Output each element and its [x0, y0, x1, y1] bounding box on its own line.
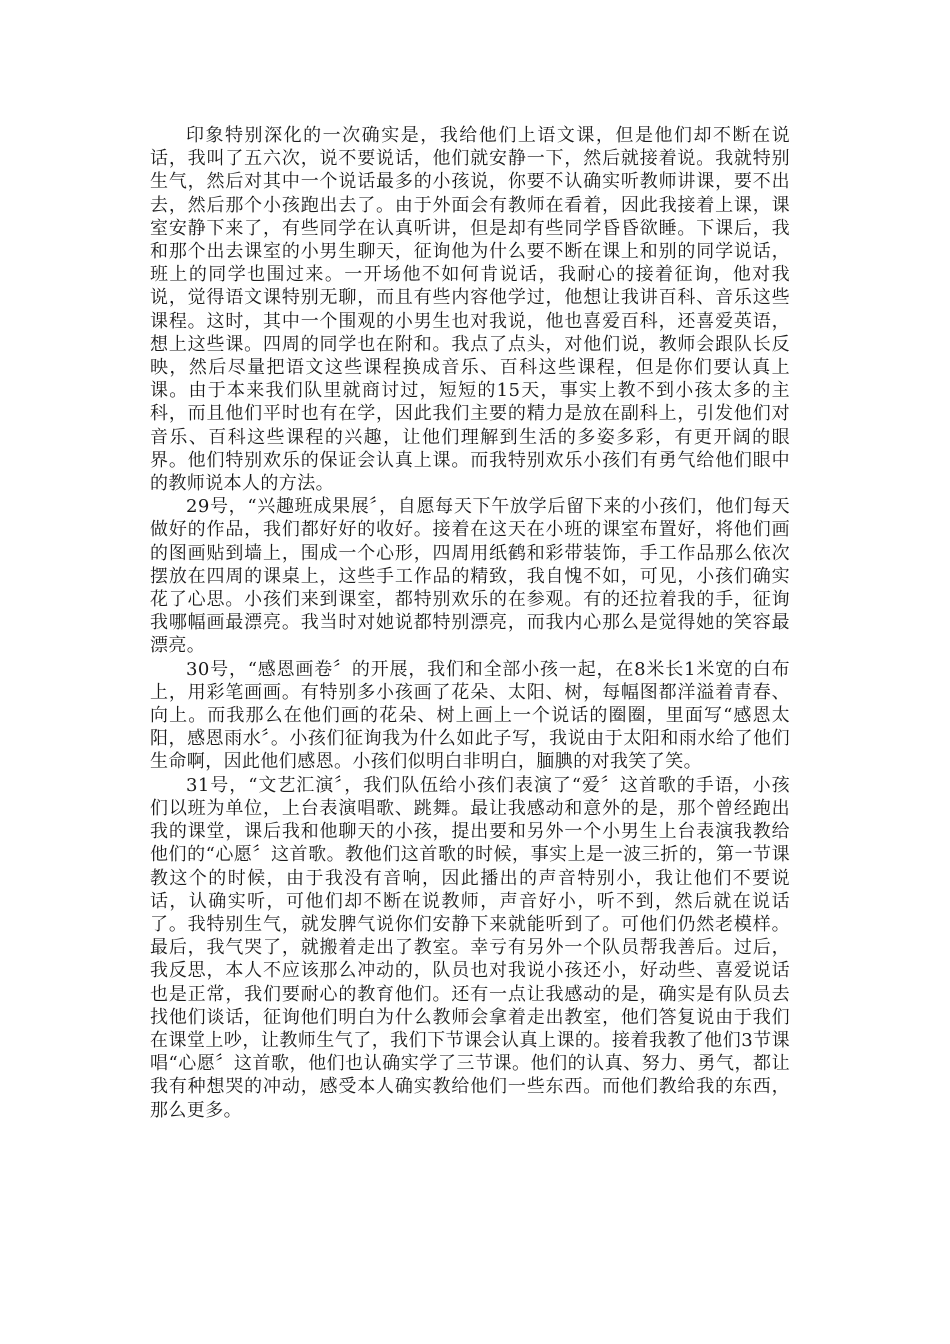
paragraph-day-29: 29号，“兴趣班成果展〞，自愿每天下午放学后留下来的小孩们，他们每天做好的作品，我们都好好的收好。接着在这天在小班的课室布置好，将他们画的图画贴到墙上，围成一个心形，四周用纸鹤和彩带装饰，手工作品那么依次摆放在四周的课桌上，这些手工作品的精致，我自愧不如，可见，小孩们确实花了心思。小孩们来到课室，都特别欢乐的在参观。有的还拉着我的手，征询我哪幅画最漂亮。我当时对她说都特别漂亮，而我内心那么是觉得她的笑容最漂亮。	[150, 496, 790, 657]
paragraph-day-31: 31号，“文艺汇演〞，我们队伍给小孩们表演了“爱〞这首歌的手语，小孩们以班为单位，上台表演唱歌、跳舞。最让我感动和意外的是，那个曾经跑出我的课堂，课后我和他聊天的小孩，提出要和另外一个小男生上台表演我教给他们的“心愿〞这首歌。教他们这首歌的时候，事实上是一波三折的，第一节课教这个的时候，由于我没有音响，因此播出的声音特别小，我让他们不要说话，认确实听，可他们却不断在说教师，声音好小，听不到，然后就在说话了。我特别生气，就发脾气说你们安静下来就能听到了。可他们仍然老模样。最后，我气哭了，就搬着走出了教室。幸亏有另外一个队员帮我善后。过后，我反思，本人不应该那么冲动的，队员也对我说小孩还小，好动些、喜爱说话也是正常，我们要耐心的教育他们。还有一点让我感动的是，确实是有队员去找他们谈话，征询他们明白为什么教师会拿着走出教室，他们答复说由于我们在课堂上吵，让教师生气了，我们下节课会认真上课的。接着我教了他们3节课唱“心愿〞这首歌，他们也认确实学了三节课。他们的认真、努力、勇气，都让我有种想哭的冲动，感受本人确实教给他们一些东西。而他们教给我的东西，那么更多。	[150, 774, 790, 1121]
paragraph-classroom-story: 印象特别深化的一次确实是，我给他们上语文课，但是他们却不断在说话，我叫了五六次，说不要说话，他们就安静一下，然后就接着说。我就特别生气，然后对其中一个说话最多的小孩说，你要不认确实听教师讲课，要不出去，然后那个小孩跑出去了。由于外面会有教师在看着，因此我接着上课，课室安静下来了，有些同学在认真听讲，但是却有些同学昏昏欲睡。下课后，我和那个出去课室的小男生聊天，征询他为什么要不断在课上和别的同学说话，班上的同学也围过来。一开场他不如何肯说话，我耐心的接着征询，他对我说，觉得语文课特别无聊，而且有些内容他学过，他想让我讲百科、音乐这些课程。这时，其中一个围观的小男生也对我说，他也喜爱百科，还喜爱英语，想上这些课。四周的同学也在附和。我点了点头，对他们说，教师会跟队长反映，然后尽量把语文这些课程换成音乐、百科这些课程，但是你们要认真上课。由于本来我们队里就商讨过，短短的15天，事实上教不到小孩太多的主科，而且他们平时也有在学，因此我们主要的精力是放在副科上，引发他们对音乐、百科这些课程的兴趣，让他们理解到生活的多姿多彩，有更开阔的眼界。他们特别欢乐的保证会认真上课。而我特别欢乐小孩们有勇气给他们眼中的教师说本人的方法。	[150, 125, 790, 495]
document-page	[150, 124, 790, 1122]
paragraph-day-30: 30号，“感恩画卷〞的开展，我们和全部小孩一起，在8米长1米宽的白布上，用彩笔画画。有特别多小孩画了花朵、太阳、树，每幅图都洋溢着青春、向上。而我那么在他们画的花朵、树上画上一个说话的圈圈，里面写“感恩太阳，感恩雨水〞。小孩们征询我为什么如此子写，我说由于太阳和雨水给了他们生命啊，因此他们感恩。小孩们似明白非明白，腼腆的对我笑了笑。	[150, 658, 790, 773]
